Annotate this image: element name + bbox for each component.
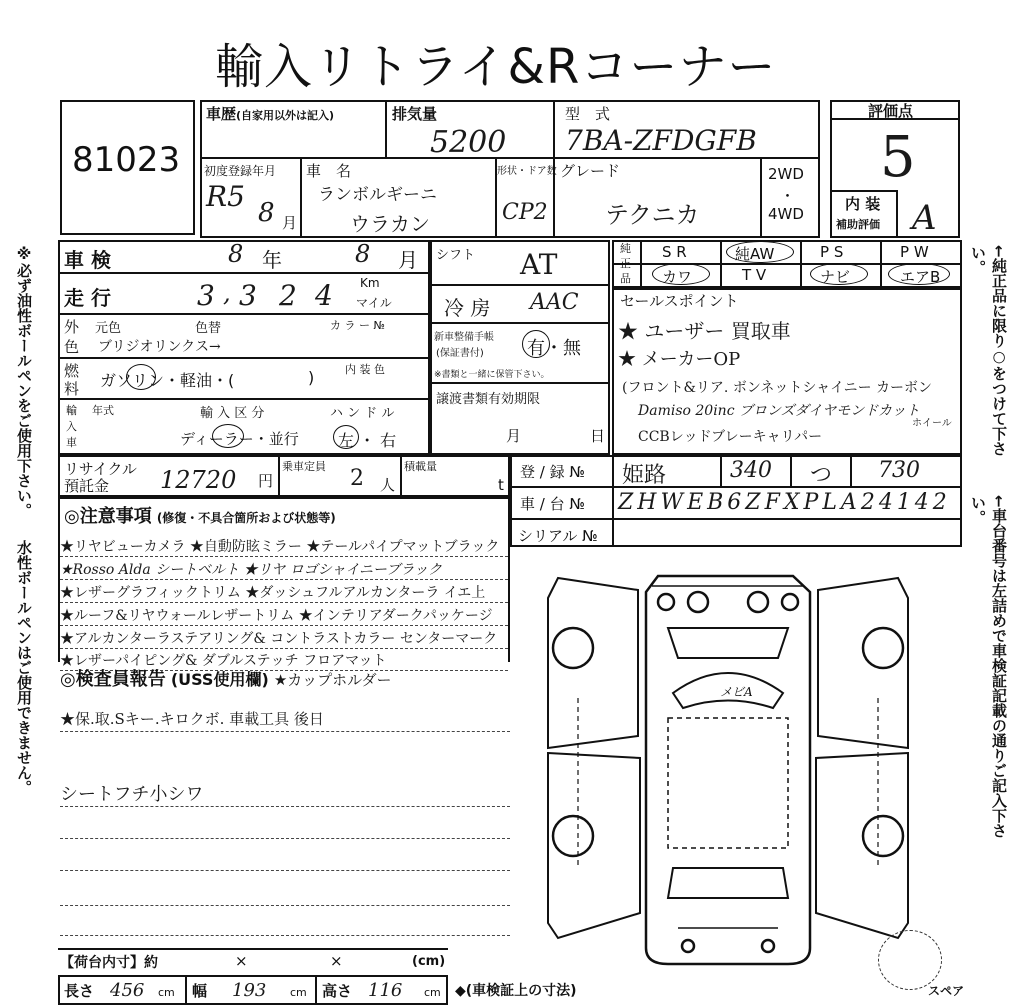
drive-dot: ・ — [780, 187, 796, 205]
load-unit: t — [498, 476, 504, 494]
capacity-label: 乗車定員 — [282, 460, 326, 473]
grade-label: グレード — [560, 162, 621, 180]
caution-line: ★Rosso Alda シートベルト ★リヤ ロゴシャイニーブラック — [60, 559, 508, 580]
model-type-label: 型 式 — [565, 105, 611, 123]
cargo-label: 【荷台内寸】約 — [60, 955, 158, 971]
car-name-label: 車 名 — [306, 162, 352, 180]
side-note-left: ※必ず油性ボールペンをご使用下さい。 — [15, 245, 33, 518]
recycle-yen: 円 — [258, 472, 274, 490]
sales-points-label: セールスポイント — [620, 292, 739, 310]
registration-num2: 730 — [878, 458, 920, 483]
maintenance-note: ※書類と一緒に保管下さい。 — [434, 370, 550, 380]
mileage-unit-km: Km — [360, 276, 380, 290]
mileage-unit-mile: マイル — [356, 296, 392, 310]
color-no-label: カ ラ ー № — [330, 319, 385, 332]
mileage-comma: , — [223, 279, 231, 307]
car-diagram — [548, 568, 908, 968]
import-label-1: 輸 — [66, 404, 77, 417]
genuine-circle-key — [652, 263, 710, 285]
mileage-digit: 3 — [239, 279, 257, 312]
width-label: 幅 — [192, 982, 208, 1000]
score-value: 5 — [880, 125, 916, 190]
interior-value: A — [912, 198, 937, 238]
inspector-title — [60, 665, 392, 691]
width-value: 193 — [232, 980, 267, 1001]
ac-label: 冷 房 — [444, 296, 491, 320]
cautions-subtitle: (修復・不具合箇所および状態等) — [156, 511, 336, 525]
inspection-month-unit: 月 — [398, 248, 418, 272]
maintenance-sub: (保証書付) — [436, 348, 484, 359]
mileage-digit: 4 — [315, 279, 333, 312]
genuine-label-1: 純 — [620, 242, 631, 255]
page-title: 輸入リトライ&Rコーナー — [215, 39, 777, 95]
inspection-year-unit: 年 — [262, 248, 282, 272]
inspection-label: 車 検 — [64, 248, 111, 272]
import-label-3: 車 — [66, 436, 77, 449]
model-type-value: 7BA-ZFDGFB — [565, 124, 757, 157]
genuine-aw: 純AW — [735, 245, 775, 263]
cargo-x2: × — [330, 952, 343, 970]
fuel-label-2: 料 — [64, 380, 80, 398]
sales-line-4: Damiso 20inc ブロンズダイヤモンドカット — [638, 403, 920, 419]
cautions-title — [64, 502, 336, 528]
maintenance-yes-circle — [522, 330, 550, 358]
length-value: 456 — [110, 980, 145, 1001]
inspector-title-text: ◎検査員報告 — [60, 669, 166, 690]
spare-tire-circle — [878, 930, 942, 990]
orig-color-label: 元色 — [95, 321, 122, 336]
first-reg-unit: 月 — [282, 214, 298, 232]
genuine-label-2: 正 — [620, 257, 631, 270]
caution-line: ★レザーパイピング& ダブルステッチ フロアマット — [60, 650, 508, 671]
car-name-line1: ランボルギーニ — [318, 185, 437, 205]
inspection-year: 8 — [228, 240, 244, 268]
inspection-month: 8 — [355, 240, 371, 268]
blank-line — [60, 870, 510, 871]
transfer-month: 月 — [506, 427, 522, 445]
genuine-circle-aw — [726, 241, 794, 263]
genuine-key: カワ — [662, 268, 693, 286]
displacement-label: 排気量 — [392, 105, 438, 123]
sales-line-1: ★ ユーザー 買取車 — [618, 319, 791, 343]
interior-label: 内 装 — [845, 195, 881, 213]
inspector-line-2: シートフチ小シワ — [60, 780, 510, 807]
car-name-line2: ウラカン — [350, 212, 430, 236]
sales-line-3: (フロント&リア. ボンネットシャイニー カーボン — [622, 380, 933, 396]
blank-line — [60, 838, 510, 839]
maintenance-options: 有・無 — [527, 338, 581, 359]
chassis-value: ZHWEB6ZFXPLA24142 — [618, 490, 951, 515]
serial-label: シリアル № — [518, 527, 598, 545]
fuel-value: ガソリン・軽油・( — [100, 371, 235, 390]
interior-color-label: 内 装 色 — [345, 363, 385, 376]
genuine-circle-navi — [810, 263, 868, 285]
height-label: 高さ — [322, 982, 353, 1000]
capacity-value: 2 — [350, 466, 364, 491]
handle-value: 左 ・ 右 — [338, 431, 397, 450]
recycle-sub-label: 預託金 — [64, 477, 110, 495]
shape-label: 形状・ドア数 — [497, 166, 557, 177]
interior-sub-label: 補助評価 — [836, 218, 880, 231]
color-change-label: 色替 — [195, 321, 222, 336]
transfer-label: 譲渡書類有効期限 — [436, 392, 541, 407]
caution-line: ★リヤビューカメラ ★自動防眩ミラー ★テールパイプマットブラック — [60, 536, 508, 557]
height-value: 116 — [368, 980, 403, 1001]
exterior-label-1: 外 — [64, 318, 80, 336]
model-year-label: 年式 — [92, 404, 114, 417]
fuel-selected-circle — [126, 364, 156, 390]
side-note-right: ←純正品に限り○をつけて下さい。 — [969, 245, 1008, 456]
caution-line: ★アルカンターラステアリング& コントラストカラー センターマーク — [60, 628, 508, 649]
genuine-circle-airbag — [888, 263, 950, 285]
ac-value: AAC — [530, 290, 579, 315]
mileage-digit: 2 — [279, 279, 297, 312]
capacity-unit: 人 — [380, 476, 396, 494]
genuine-tv: T V — [742, 266, 767, 284]
cargo-x1: × — [235, 952, 248, 970]
blank-line — [60, 935, 510, 936]
genuine-pw: P W — [900, 243, 929, 261]
drive-2wd: 2WD — [768, 165, 804, 183]
import-kind-label: 輸 入 区 分 — [200, 406, 265, 421]
handle-label: ハ ン ド ル — [330, 406, 395, 421]
registration-num1: 340 — [730, 458, 772, 483]
import-label-2: 入 — [66, 420, 77, 433]
first-reg-month: 8 — [258, 198, 275, 228]
mileage-digit: 3 — [197, 279, 215, 312]
blank-line — [60, 905, 510, 906]
recycle-label: リサイクル — [64, 460, 137, 478]
length-label: 長さ — [64, 982, 95, 1000]
maintenance-label: 新車整備手帳 — [434, 332, 494, 343]
inspector-subtitle: (USS使用欄) — [170, 670, 269, 689]
shift-label: シフト — [436, 248, 476, 263]
mileage-digits — [155, 277, 355, 311]
import-kind-value: ディーラー・並行 — [180, 430, 299, 448]
mileage-label: 走 行 — [64, 286, 111, 310]
side-note-right-2: ←車台番号は左詰めで車検証記載の通りご記入下さい。 — [969, 495, 1008, 838]
cargo-cm: (cm) — [412, 954, 446, 969]
transfer-day: 日 — [590, 427, 606, 445]
caution-line: ★ルーフ&リヤウォールレザートリム ★インテリアダークパッケージ — [60, 605, 508, 626]
genuine-sr: S R — [662, 243, 687, 261]
genuine-label-3: 品 — [620, 272, 631, 285]
shift-value: AT — [520, 248, 558, 281]
height-cm: cm — [424, 986, 441, 999]
inspector-line-1: ★保.取.Sキー.キロクボ. 車載工具 後日 — [60, 708, 510, 732]
length-cm: cm — [158, 986, 175, 999]
genuine-ps: P S — [820, 243, 844, 261]
load-label: 積載量 — [404, 460, 437, 473]
handle-left-circle — [333, 425, 359, 449]
registration-kana: つ — [810, 463, 833, 488]
history-label: 車歴(自家用以外は記入) — [206, 105, 335, 123]
score-label: 評価点 — [868, 102, 914, 120]
displacement-value: 5200 — [430, 125, 507, 160]
recycle-value: 12720 — [160, 466, 237, 494]
inspector-extra: ★カップホルダー — [273, 671, 392, 689]
shape-value: CP2 — [502, 200, 548, 225]
first-reg-label: 初度登録年月 — [204, 164, 277, 178]
fuel-label-1: 燃 — [64, 362, 80, 380]
spare-label: スペア — [928, 984, 965, 998]
registration-label: 登 / 録 № — [520, 463, 585, 481]
chassis-label: 車 / 台 № — [520, 495, 585, 513]
fuel-paren-close: ) — [308, 368, 315, 387]
sales-line-2: ★ メーカーOP — [618, 349, 741, 370]
registration-city: 姫路 — [622, 463, 667, 488]
lot-number: 81023 — [72, 140, 181, 180]
roof-note: メビA — [720, 685, 753, 699]
genuine-airbag: エアB — [900, 268, 941, 286]
import-kind-circle — [212, 424, 244, 448]
genuine-navi: ナビ — [820, 268, 851, 286]
exterior-label-2: 色 — [64, 338, 80, 356]
caution-line: ★レザーグラフィックトリム ★ダッシュフルアルカンターラ イエ上 — [60, 582, 508, 603]
side-note-left-2: 水性ボールペンはご使用できません。 — [15, 540, 33, 795]
exterior-color-value: ブリジオリンクス→ — [98, 339, 221, 355]
cautions-title-text: ◎注意事項 — [64, 506, 152, 527]
dims-note: ◆(車検証上の寸法) — [455, 983, 577, 999]
sales-line-5: CCBレッドブレーキャリパー — [638, 429, 823, 445]
sales-line-4b: ホイール — [912, 418, 952, 429]
first-reg-year: R5 — [206, 180, 245, 213]
grade-value: テクニカ — [605, 201, 700, 229]
width-cm: cm — [290, 986, 307, 999]
drive-4wd: 4WD — [768, 205, 804, 223]
